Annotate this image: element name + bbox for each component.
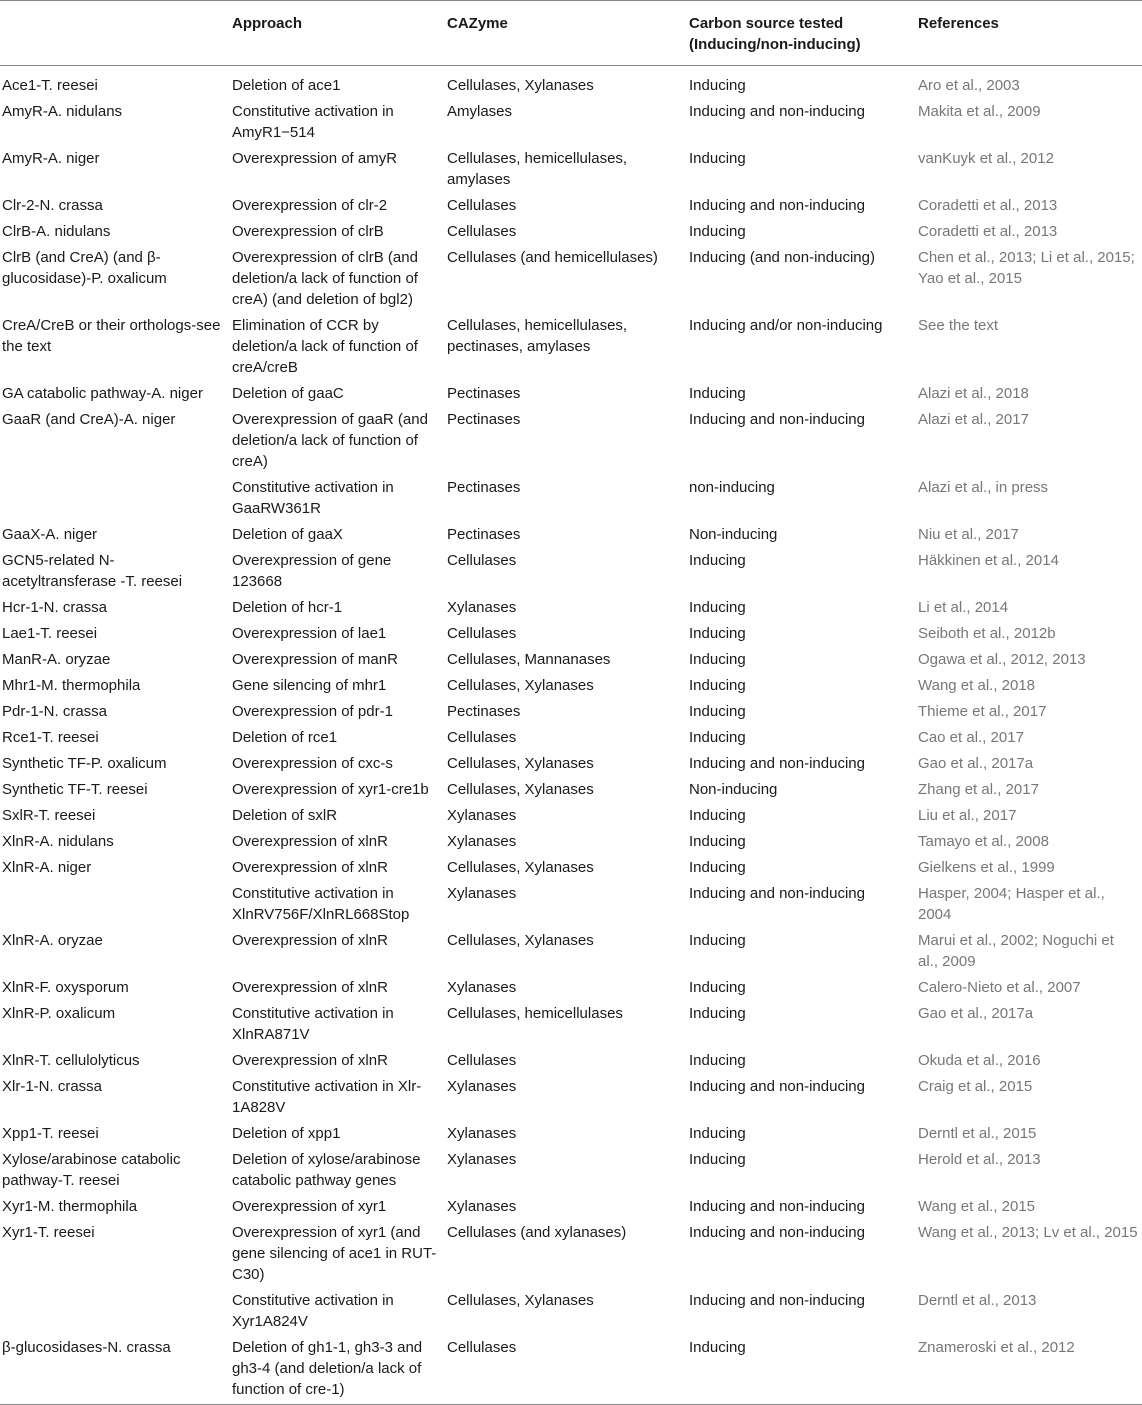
cell-carbon-source: Inducing — [687, 1335, 916, 1405]
cell-cazyme: Xylanases — [447, 599, 517, 616]
cell-cazyme: Pectinases — [447, 385, 521, 402]
cell-cazyme: Cellulases, Xylanases — [447, 677, 594, 694]
cell-cazyme: Xylanases — [447, 1078, 517, 1095]
cell-carbon-source: Inducing and non-inducing — [689, 755, 865, 772]
cell-cazyme: Cellulases, Xylanases — [447, 859, 594, 876]
cell-carbon-source: Inducing and non-inducing — [689, 197, 865, 214]
cell-organism: Lae1-T. reesei — [2, 625, 98, 642]
cell-carbon-source: Inducing (and non-inducing) — [689, 249, 875, 266]
cell-approach: Constitutive activation in XlnRA871V — [232, 1005, 394, 1043]
cell-carbon-source: Inducing — [689, 859, 746, 876]
cell-references: Herold et al., 2013 — [918, 1151, 1041, 1168]
table-row — [0, 1001, 1142, 1048]
cell-organism: GaaX-A. niger — [2, 526, 98, 543]
cell-cazyme: Xylanases — [447, 979, 517, 996]
table-row — [0, 975, 1142, 1001]
cell-approach: Overexpression of amyR — [232, 150, 398, 167]
cell-approach: Overexpression of cxc-s — [232, 755, 393, 772]
cell-cazyme: Cellulases, Mannanases — [447, 651, 611, 668]
cell-approach: Deletion of sxlR — [232, 807, 338, 824]
table-row — [0, 621, 1142, 647]
cell-carbon-source: Non-inducing — [689, 781, 778, 798]
cell-cazyme: Cellulases — [445, 1335, 687, 1405]
cell-organism: GA catabolic pathway-A. niger — [2, 385, 203, 402]
cell-references: Alazi et al., in press — [918, 479, 1049, 496]
cell-approach: Elimination of CCR by deletion/a lack of function of creA/creB — [232, 317, 418, 376]
cell-approach: Overexpression of xyr1 — [232, 1198, 387, 1215]
cell-references: Gielkens et al., 1999 — [918, 859, 1055, 876]
cell-carbon-source: Inducing and non-inducing — [689, 1078, 865, 1095]
cell-carbon-source: Inducing and non-inducing — [689, 1224, 865, 1241]
cell-cazyme: Cellulases — [447, 1052, 517, 1069]
header-references: References — [916, 1, 1142, 66]
cell-organism: GCN5-related N-acetyltransferase -T. reesei — [2, 552, 183, 590]
header-cazyme: CAZyme — [445, 1, 687, 66]
cell-cazyme: Cellulases — [447, 625, 517, 642]
cell-references: Li et al., 2014 — [918, 599, 1009, 616]
cell-approach: Overexpression of xlnR — [232, 1052, 388, 1069]
cell-approach: Overexpression of lae1 — [232, 625, 387, 642]
cell-references: Aro et al., 2003 — [918, 77, 1020, 94]
cell-carbon-source: Inducing — [689, 150, 746, 167]
cell-cazyme: Cellulases, Xylanases — [447, 755, 594, 772]
table-row — [0, 1220, 1142, 1288]
cell-references: Zhang et al., 2017 — [918, 781, 1039, 798]
cell-approach: Gene silencing of mhr1 — [232, 677, 387, 694]
cell-organism: ClrB (and CreA) (and β-glucosidase)-P. oxalicum — [2, 249, 167, 287]
cell-cazyme: Cellulases, Xylanases — [447, 781, 594, 798]
cell-cazyme: Pectinases — [447, 526, 521, 543]
cell-approach: Deletion of xylose/arabinose catabolic pathway genes — [232, 1151, 421, 1189]
cell-references: Znameroski et al., 2012 — [916, 1335, 1142, 1405]
cell-cazyme: Pectinases — [447, 703, 521, 720]
table-row — [0, 803, 1142, 829]
cell-references: Derntl et al., 2015 — [918, 1125, 1037, 1142]
cell-carbon-source: Inducing — [689, 1125, 746, 1142]
cell-organism: XlnR-T. cellulolyticus — [2, 1052, 140, 1069]
cell-references: Ogawa et al., 2012, 2013 — [918, 651, 1086, 668]
cell-cazyme: Xylanases — [447, 1198, 517, 1215]
cell-approach: Deletion of ace1 — [232, 77, 341, 94]
table-row — [0, 1121, 1142, 1147]
cell-references: Wang et al., 2013; Lv et al., 2015 — [918, 1224, 1138, 1241]
cell-organism — [0, 1288, 230, 1335]
cell-references: Chen et al., 2013; Li et al., 2015; Yao et al., 2015 — [918, 249, 1135, 287]
cell-cazyme: Cellulases, hemicellulases — [447, 1005, 623, 1022]
cell-carbon-source: Inducing — [689, 77, 746, 94]
cell-approach: Constitutive activation in Xyr1A824V — [232, 1292, 394, 1330]
table-row — [0, 829, 1142, 855]
table-row — [0, 313, 1142, 381]
table-row — [0, 647, 1142, 673]
cell-references: Wang et al., 2018 — [918, 677, 1036, 694]
table-row — [0, 66, 1142, 100]
table-row — [0, 699, 1142, 725]
cell-carbon-source: Inducing — [689, 1151, 746, 1168]
cell-organism: XlnR-A. oryzae — [2, 932, 103, 949]
cell-approach: Constitutive activation in XlnRV756F/XlnRL668Stop — [232, 885, 410, 923]
cell-cazyme: Xylanases — [447, 1125, 517, 1142]
table-row — [0, 245, 1142, 313]
cell-references: Craig et al., 2015 — [918, 1078, 1033, 1095]
cell-carbon-source: Non-inducing — [689, 526, 778, 543]
cell-organism: XlnR-A. nidulans — [2, 833, 114, 850]
table-row — [0, 928, 1142, 975]
cell-organism: XlnR-A. niger — [2, 859, 92, 876]
cell-approach: Deletion of gaaX — [232, 526, 343, 543]
cell-cazyme: Cellulases, hemicellulases, pectinases, amylases — [447, 317, 628, 355]
cell-references: Okuda et al., 2016 — [918, 1052, 1041, 1069]
cell-references: Calero-Nieto et al., 2007 — [918, 979, 1081, 996]
cell-approach: Constitutive activation in Xlr-1A828V — [232, 1078, 422, 1116]
cell-organism: GaaR (and CreA)-A. niger — [2, 411, 176, 428]
table-row — [0, 1194, 1142, 1220]
cell-approach: Overexpression of pdr-1 — [232, 703, 393, 720]
cell-references: Derntl et al., 2013 — [918, 1292, 1037, 1309]
cell-cazyme: Cellulases — [447, 197, 517, 214]
cell-cazyme: Xylanases — [447, 807, 517, 824]
cell-carbon-source: Inducing — [689, 1005, 746, 1022]
cell-carbon-source: Inducing — [689, 223, 746, 240]
table-row — [0, 595, 1142, 621]
cell-approach: Overexpression of xlnR — [232, 932, 388, 949]
cell-organism: Mhr1-M. thermophila — [2, 677, 141, 694]
header-approach: Approach — [230, 1, 445, 66]
cell-references: Hasper, 2004; Hasper et al., 2004 — [918, 885, 1105, 923]
cell-organism: AmyR-A. nidulans — [2, 103, 123, 120]
cell-references: Niu et al., 2017 — [918, 526, 1019, 543]
cell-organism: Pdr-1-N. crassa — [2, 703, 108, 720]
table-row — [0, 1074, 1142, 1121]
cell-approach: Overexpression of clr-2 — [232, 197, 388, 214]
cell-organism: Synthetic TF-P. oxalicum — [2, 755, 167, 772]
cell-organism: β-glucosidases-N. crassa — [0, 1335, 230, 1405]
cell-cazyme: Cellulases, Xylanases — [447, 932, 594, 949]
table-row — [0, 219, 1142, 245]
cell-references: Alazi et al., 2017 — [918, 411, 1029, 428]
cell-carbon-source: Inducing — [689, 625, 746, 642]
cell-approach: Deletion of gh1-1, gh3-3 and gh3-4 (and deletion/a lack of function of cre-1) — [230, 1335, 445, 1405]
cell-carbon-source: Inducing — [689, 833, 746, 850]
cell-carbon-source: Inducing and/or non-inducing — [689, 317, 883, 334]
cell-organism: CreA/CreB or their orthologs-see the text — [2, 317, 221, 355]
table-row — [0, 381, 1142, 407]
cell-carbon-source: Inducing — [689, 703, 746, 720]
cell-cazyme: Cellulases, hemicellulases, amylases — [447, 150, 628, 188]
cell-cazyme: Amylases — [447, 103, 513, 120]
cell-organism: Synthetic TF-T. reesei — [2, 781, 148, 798]
cell-organism: Ace1-T. reesei — [2, 77, 98, 94]
cell-references: vanKuyk et al., 2012 — [918, 150, 1054, 167]
cell-references: Alazi et al., 2018 — [918, 385, 1029, 402]
cell-approach: Constitutive activation in AmyR1−514 — [232, 103, 394, 141]
cell-organism: ClrB-A. nidulans — [2, 223, 111, 240]
cell-approach: Overexpression of xyr1 (and gene silencing of ace1 in RUT-C30) — [232, 1224, 437, 1283]
cell-carbon-source: Inducing and non-inducing — [689, 1198, 865, 1215]
table-row — [0, 522, 1142, 548]
cell-organism — [0, 475, 230, 522]
cell-organism — [0, 881, 230, 928]
cell-carbon-source: Inducing — [689, 729, 746, 746]
table-row — [0, 193, 1142, 219]
table-row — [0, 725, 1142, 751]
header-organism — [0, 1, 230, 66]
cell-references: Marui et al., 2002; Noguchi et al., 2009 — [918, 932, 1114, 970]
cell-references: See the text — [918, 317, 999, 334]
cell-cazyme: Xylanases — [447, 833, 517, 850]
cell-approach: Deletion of rce1 — [232, 729, 338, 746]
cell-references: Liu et al., 2017 — [918, 807, 1017, 824]
cell-organism: Hcr-1-N. crassa — [2, 599, 108, 616]
cell-approach: Overexpression of manR — [232, 651, 398, 668]
cell-approach: Overexpression of xyr1-cre1b — [232, 781, 429, 798]
cell-references: Tamayo et al., 2008 — [918, 833, 1049, 850]
cell-cazyme: Cellulases (and xylanases) — [447, 1224, 627, 1241]
cell-organism: ManR-A. oryzae — [2, 651, 111, 668]
table-row — [0, 1048, 1142, 1074]
cell-references: Cao et al., 2017 — [918, 729, 1024, 746]
cell-organism: Xyr1-M. thermophila — [2, 1198, 138, 1215]
table-row — [0, 407, 1142, 475]
cell-approach: Overexpression of clrB — [232, 223, 384, 240]
cell-carbon-source: non-inducing — [689, 479, 775, 496]
cell-approach: Deletion of hcr-1 — [232, 599, 343, 616]
cell-carbon-source: Inducing — [689, 677, 746, 694]
cell-organism: Clr-2-N. crassa — [2, 197, 103, 214]
cell-cazyme: Cellulases, Xylanases — [447, 1292, 594, 1309]
table-row — [0, 751, 1142, 777]
cell-cazyme: Xylanases — [447, 1151, 517, 1168]
cell-cazyme: Xylanases — [447, 885, 517, 902]
table-row — [0, 1147, 1142, 1194]
cell-approach: Overexpression of gene 123668 — [232, 552, 392, 590]
cell-cazyme: Cellulases — [447, 223, 517, 240]
table-row — [0, 1335, 1142, 1405]
cell-organism: Xpp1-T. reesei — [2, 1125, 99, 1142]
cell-references: Coradetti et al., 2013 — [918, 223, 1058, 240]
cell-references: Gao et al., 2017a — [918, 755, 1034, 772]
table-row — [0, 475, 1142, 522]
cell-references: Häkkinen et al., 2014 — [918, 552, 1059, 569]
cell-references: Wang et al., 2015 — [918, 1198, 1036, 1215]
header-carbon-source: Carbon source tested (Inducing/non-inducing) — [687, 1, 916, 66]
cell-organism: Xylose/arabinose catabolic pathway-T. reesei — [2, 1151, 181, 1189]
header-row — [0, 1, 1142, 66]
table-row — [0, 777, 1142, 803]
cell-cazyme: Cellulases (and hemicellulases) — [447, 249, 658, 266]
cell-organism: XlnR-P. oxalicum — [2, 1005, 116, 1022]
cell-carbon-source: Inducing — [689, 599, 746, 616]
cell-references: Thieme et al., 2017 — [918, 703, 1047, 720]
cell-approach: Overexpression of gaaR (and deletion/a lack of function of creA) — [232, 411, 428, 470]
table-row — [0, 1288, 1142, 1335]
cell-carbon-source: Inducing — [689, 807, 746, 824]
cell-references: Coradetti et al., 2013 — [918, 197, 1058, 214]
cell-references: Seiboth et al., 2012b — [918, 625, 1056, 642]
table-row — [0, 855, 1142, 881]
cell-organism: XlnR-F. oxysporum — [2, 979, 129, 996]
cell-approach: Overexpression of xlnR — [232, 979, 388, 996]
table-row — [0, 548, 1142, 595]
cell-organism: Rce1-T. reesei — [2, 729, 99, 746]
cell-carbon-source: Inducing and non-inducing — [689, 103, 865, 120]
cell-carbon-source: Inducing — [689, 1052, 746, 1069]
cell-cazyme: Cellulases, Xylanases — [447, 77, 594, 94]
cell-carbon-source: Inducing and non-inducing — [689, 885, 865, 902]
table-row — [0, 146, 1142, 193]
cell-cazyme: Cellulases — [447, 552, 517, 569]
cell-cazyme: Cellulases — [447, 729, 517, 746]
cell-organism: AmyR-A. niger — [2, 150, 100, 167]
cell-organism: SxlR-T. reesei — [2, 807, 96, 824]
cell-approach: Constitutive activation in GaaRW361R — [232, 479, 394, 517]
cell-carbon-source: Inducing and non-inducing — [689, 1292, 865, 1309]
table-row — [0, 881, 1142, 928]
table-row — [0, 673, 1142, 699]
cell-carbon-source: Inducing — [689, 651, 746, 668]
cell-references: Gao et al., 2017a — [918, 1005, 1034, 1022]
cell-approach: Deletion of gaaC — [232, 385, 344, 402]
cell-cazyme: Pectinases — [447, 411, 521, 428]
cell-approach: Overexpression of xlnR — [232, 859, 388, 876]
cell-references: Makita et al., 2009 — [918, 103, 1041, 120]
cell-approach: Deletion of xpp1 — [232, 1125, 341, 1142]
cell-carbon-source: Inducing — [689, 385, 746, 402]
table-row — [0, 99, 1142, 146]
cell-approach: Overexpression of clrB (and deletion/a lack of function of creA) (and deletion of bgl2) — [232, 249, 418, 308]
cell-carbon-source: Inducing — [689, 932, 746, 949]
cell-approach: Overexpression of xlnR — [232, 833, 388, 850]
cell-organism: Xlr-1-N. crassa — [2, 1078, 103, 1095]
cell-carbon-source: Inducing and non-inducing — [689, 411, 865, 428]
cell-organism: Xyr1-T. reesei — [2, 1224, 95, 1241]
cell-carbon-source: Inducing — [689, 552, 746, 569]
cell-carbon-source: Inducing — [689, 979, 746, 996]
cell-cazyme: Pectinases — [447, 479, 521, 496]
